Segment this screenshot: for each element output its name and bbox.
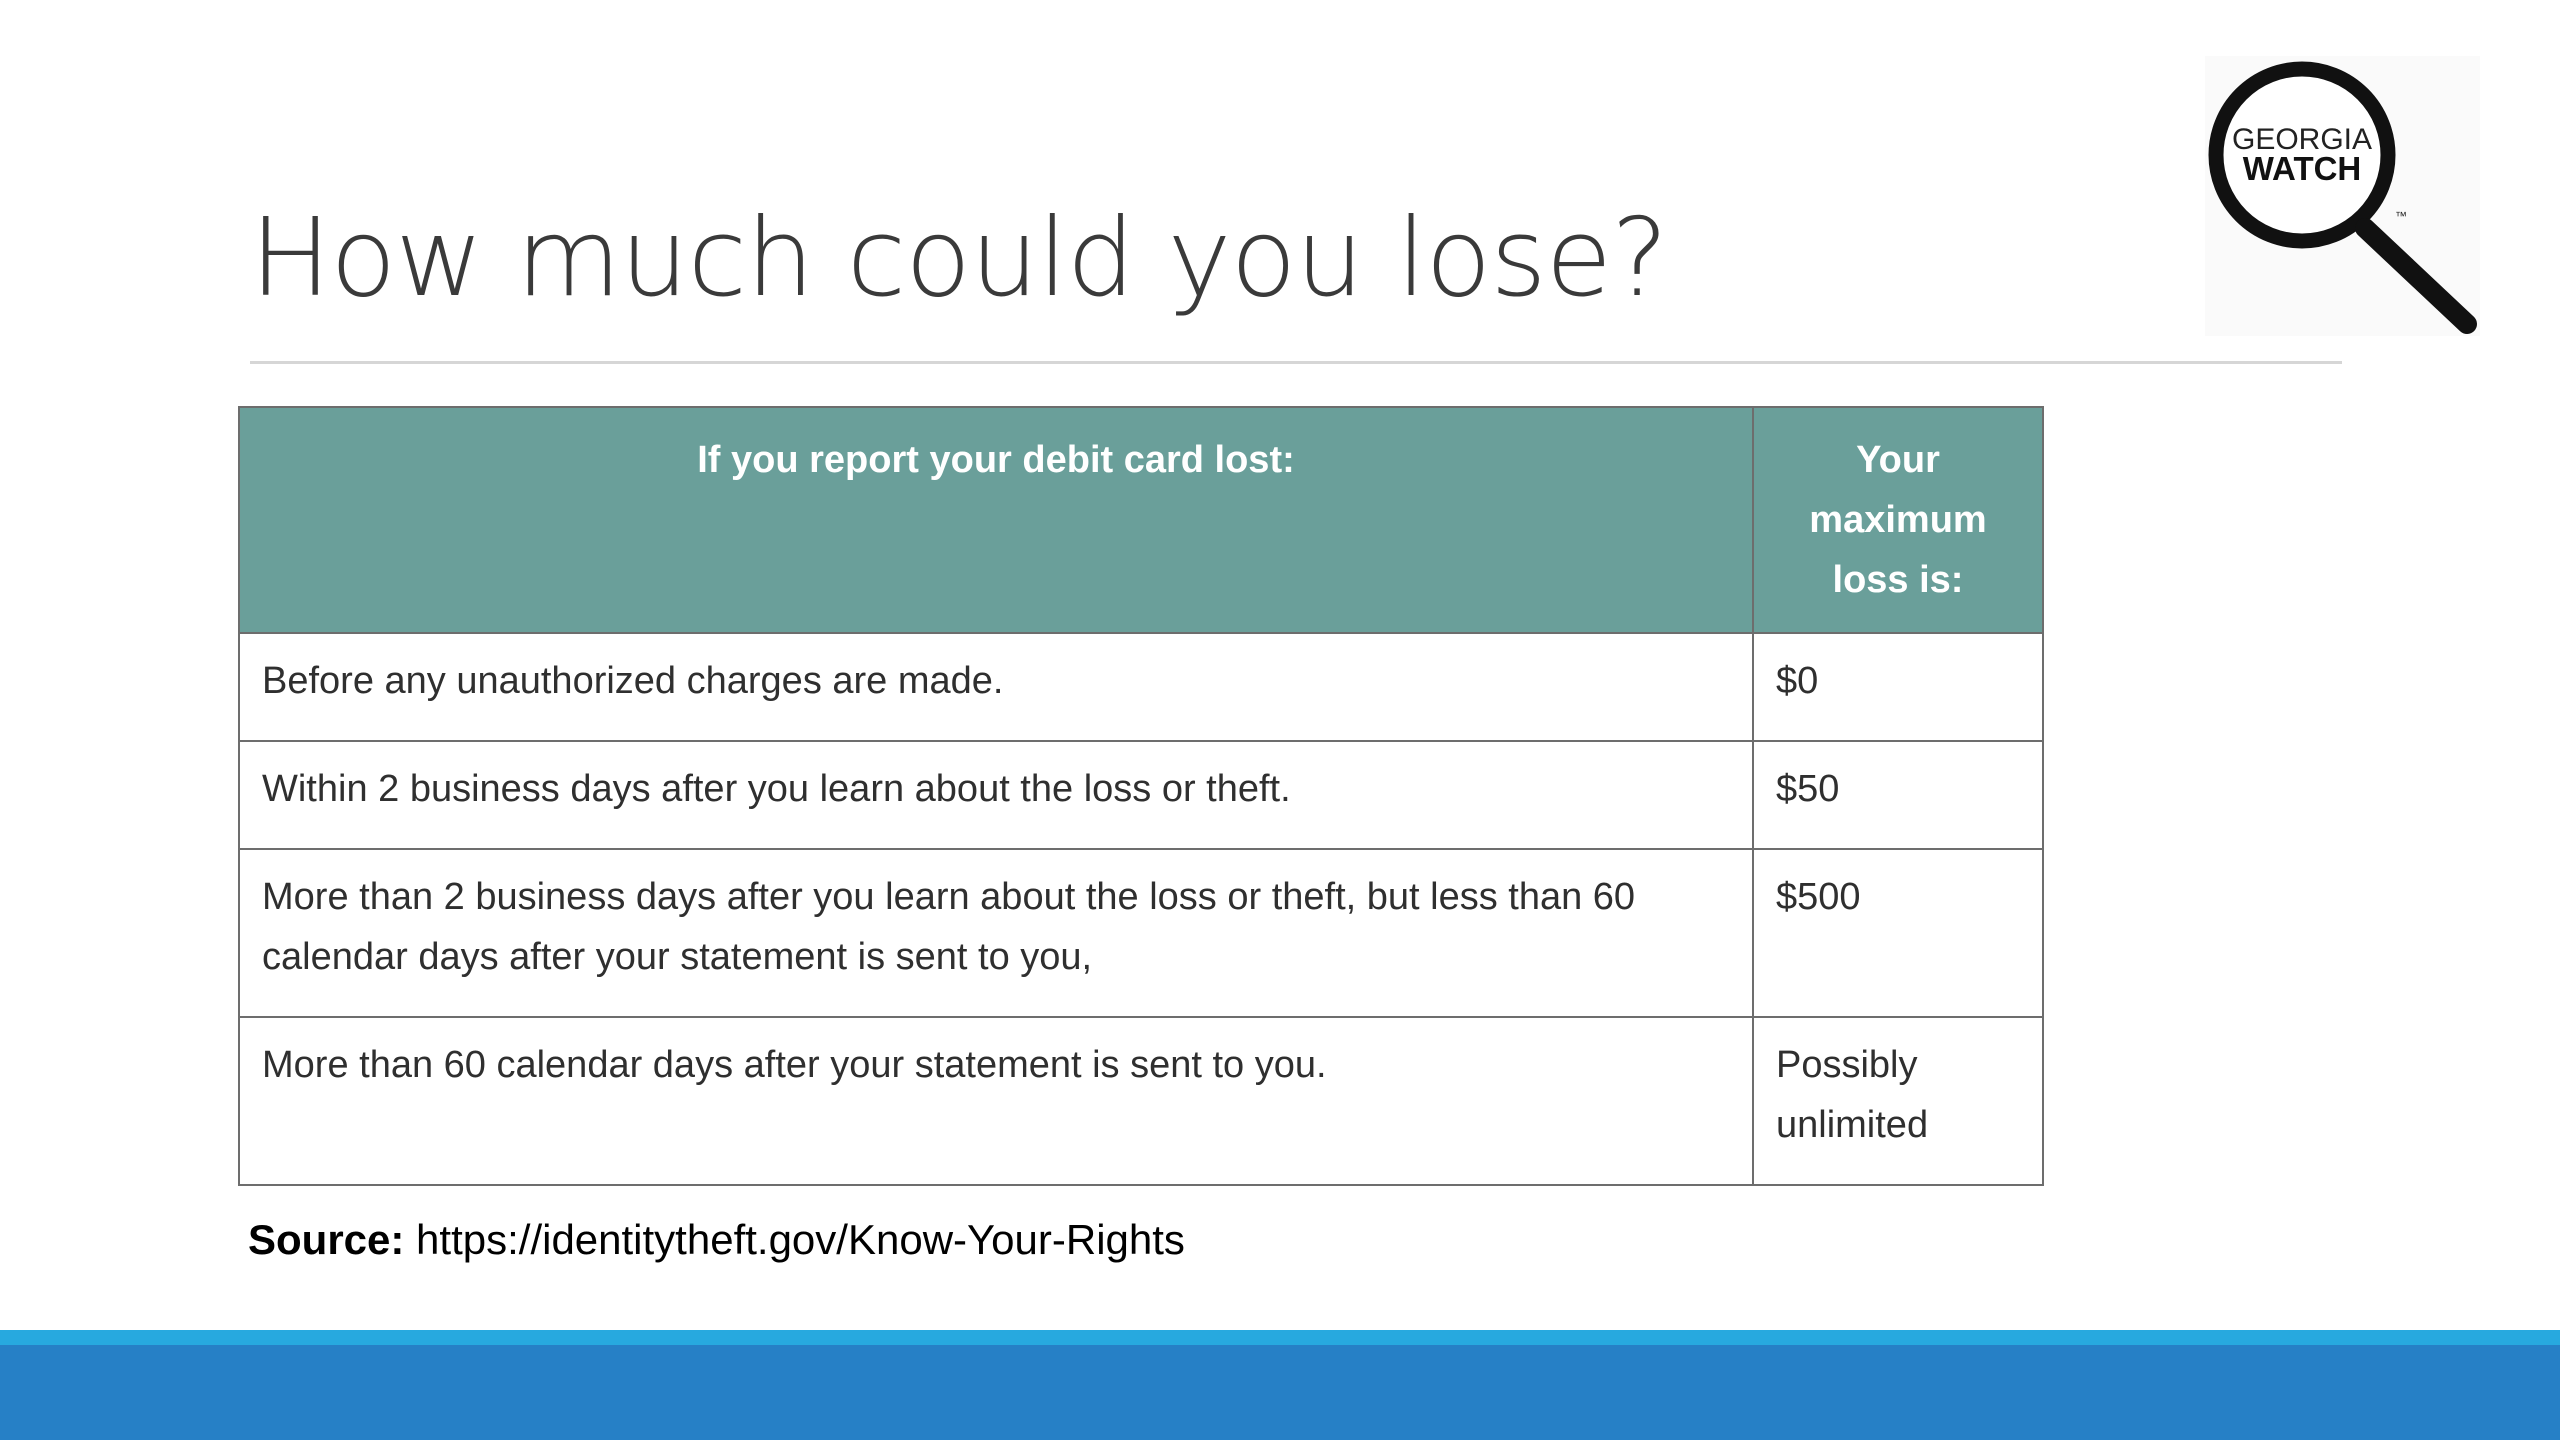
header-maximum-loss: Your maximum loss is: <box>1753 407 2043 633</box>
header-report-timing: If you report your debit card lost: <box>239 407 1753 633</box>
logo-text-watch: WATCH <box>2242 150 2362 187</box>
table-row <box>239 1017 2043 1185</box>
cell-condition: Before any unauthorized charges are made. <box>239 633 1753 741</box>
slide-title: How much could you lose? <box>250 196 1668 321</box>
table-header-row <box>239 407 2043 633</box>
cell-max-loss: $50 <box>1753 741 2043 849</box>
footer-accent-bar <box>0 1330 2560 1345</box>
footer-bar <box>0 1345 2560 1440</box>
table-row <box>239 741 2043 849</box>
source-label: Source: <box>248 1216 405 1263</box>
cell-max-loss: $0 <box>1753 633 2043 741</box>
logo-trademark: ™ <box>2395 209 2407 223</box>
cell-max-loss: $500 <box>1753 849 2043 1017</box>
georgia-watch-logo <box>2205 56 2480 336</box>
logo-text-georgia: GEORGIA <box>2231 123 2373 156</box>
title-divider <box>250 361 2342 364</box>
source-url: https://identitytheft.gov/Know-Your-Rights <box>416 1216 1185 1263</box>
cell-max-loss: Possibly unlimited <box>1753 1017 2043 1185</box>
cell-condition: Within 2 business days after you learn about the loss or theft. <box>239 741 1753 849</box>
debit-card-loss-table <box>238 406 2044 1186</box>
cell-condition: More than 2 business days after you learn about the loss or theft, but less than 60 calendar days after your statement is sent to you, <box>239 849 1753 1017</box>
table-row <box>239 633 2043 741</box>
cell-condition: More than 60 calendar days after your statement is sent to you. <box>239 1017 1753 1185</box>
source-citation <box>248 1216 1185 1264</box>
table-row <box>239 849 2043 1017</box>
